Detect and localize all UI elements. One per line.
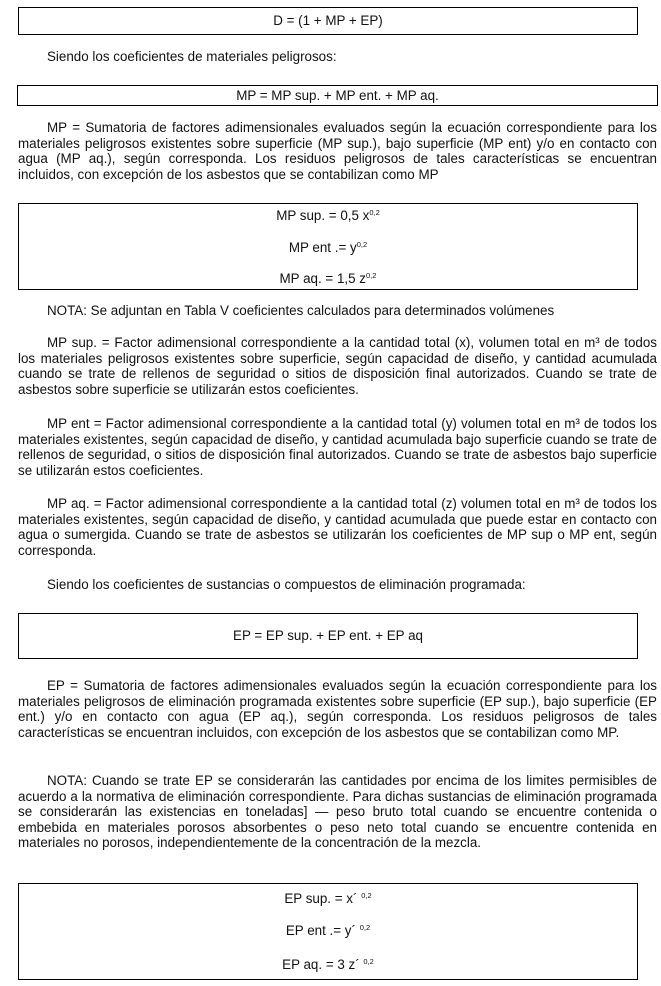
mp-ent-definition: MP ent = Factor adimensional correspondiente a la cantidad total (y) volumen total en m³ de todos los materiales existentes, según capacidad de diseño, y cantidad acumulada bajo superficie cuando se trate de rellenos de seguridad, o sitios de disposición final autorizados. Cuando se trate de asbestos bajo superficie se utilizarán estos coeficientes. [18,416,657,478]
mp-equations-box [18,203,638,290]
formula-mp: MP = MP sup. + MP ent. + MP aq. [236,88,439,103]
ep-sup-equation [19,891,637,907]
mp-aq-base: MP aq. = 1,5 z [279,271,367,286]
formula-d: D = (1 + MP + EP) [273,13,383,28]
formula-ep-box [18,613,638,659]
nota-ep: NOTA: Cuando se trate EP se considerarán las cantidades por encima de los limites permisibles de acuerdo a la normativa de eliminación correspondiente. Para dichas sustancias de eliminación programada se considerarán las existencias en toneladas] — peso bruto total cuando se encuentre contenida o embebida en materiales porosos absorbentes o peso neto total cuando se encuentre contenida en materiales no porosos, independientemente de la concentración de la mezcla. [18,773,657,851]
formula-d-box [18,7,638,35]
nota-tabla: NOTA: Se adjuntan en Tabla V coeficientes calculados para determinados volúmenes [47,303,555,318]
intro-mp: Siendo los coeficientes de materiales peligrosos: [47,49,337,64]
mp-ent-exponent: 0,2 [356,240,368,249]
mp-ent-base: MP ent .= y [288,240,357,255]
mp-aq-equation [19,271,637,287]
ep-ent-base: EP ent .= y´ [285,923,356,938]
mp-sup-equation [19,208,637,224]
ep-ent-equation [19,923,637,939]
ep-equations-box [18,883,638,980]
formula-ep: EP = EP sup. + EP ent. + EP aq [233,628,423,643]
ep-definition: EP = Sumatoria de factores adimensionales evaluados según la ecuación correspondiente para los materiales peligrosos de eliminación programada existentes sobre superficie (EP sup.), bajo superficie (EP ent.) y/o en contacto con agua (EP aq.), según corresponda. Los residuos peligrosos de tales características se encuentran incluidos, con excepción de los asbestos que se contabilizan como MP. [18,678,657,740]
ep-aq-exponent: 0,2 [363,957,374,966]
ep-sup-base: EP sup. = x´ [284,891,358,906]
mp-ent-equation [19,240,637,256]
mp-sup-exponent: 0,2 [369,208,380,217]
mp-definition: MP = Sumatoria de factores adimensionales evaluados según la ecuación correspondiente para los materiales peligrosos existentes sobre superficie (MP sup.), bajo superficie (MP ent) y/o en contacto con agua (MP aq.), según corresponda. Los residuos peligrosos de tales características se encuentran incluidos, con excepción de los asbestos que se contabilizan como MP [18,120,657,182]
ep-sup-exponent: 0,2 [361,891,372,900]
formula-mp-box [17,85,658,106]
ep-ent-exponent: 0,2 [359,923,371,932]
intro-ep: Siendo los coeficientes de sustancias o compuestos de eliminación programada: [47,577,526,592]
mp-sup-definition: MP sup. = Factor adimensional correspondiente a la cantidad total (x), volumen total en m³ de todos los materiales peligrosos existentes sobre superficie, según capacidad de diseño, y cantidad acumulada cuando se trate de rellenos de seguridad o sitios de disposición final autorizados. Cuando se trate de asbestos sobre superficie se utilizarán estos coeficientes. [18,335,657,397]
ep-aq-base: EP aq. = 3 z´ [282,957,360,972]
mp-aq-definition: MP aq. = Factor adimensional correspondiente a la cantidad total (z) volumen total en m³ de todos los materiales existentes, según capacidad de diseño, y cantidad acumulada que puede estar en contacto con agua o sumergida. Cuando se trate de asbestos se utilizarán los coeficientes de MP sup o MP ent, según corresponda. [18,496,657,558]
mp-aq-exponent: 0,2 [366,271,377,280]
ep-aq-equation [19,957,637,973]
mp-sup-base: MP sup. = 0,5 x [276,208,370,223]
